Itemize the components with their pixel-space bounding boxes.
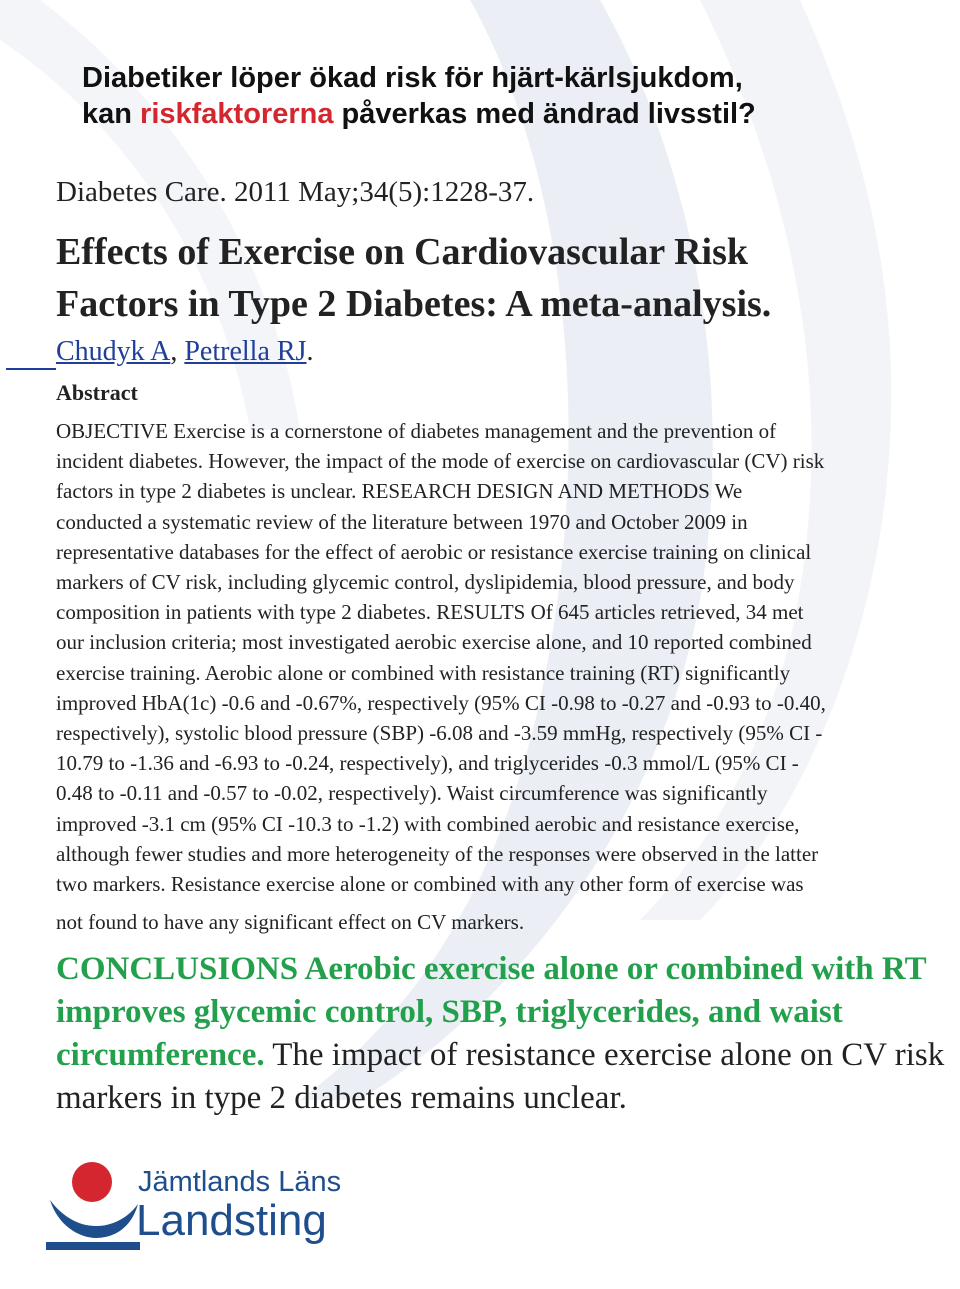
abstract-line: not found to have any significant effect on CV markers. (56, 910, 525, 935)
author-link-chudyk[interactable]: Chudyk A (56, 336, 171, 367)
abstract-line: OBJECTIVE Exercise is a cornerstone of diabetes management and the prevention of (56, 419, 777, 443)
abstract-line: representative databases for the effect of aerobic or resistance exercise training on clinical (56, 539, 812, 564)
headline-line-2 (82, 96, 942, 132)
abstract-line: exercise training. Aerobic alone or combined with resistance training (RT) significantly (56, 660, 791, 685)
abstract-line: although fewer studies and more heterogeneity of the responses were observed in the latter (56, 841, 819, 866)
abstract-heading: Abstract (56, 380, 138, 405)
logo-text-top: Jämtlands Läns (138, 1166, 342, 1198)
headline-line-1: Diabetiker löper ökad risk för hjärt-kärlsjukdom, (82, 62, 743, 94)
headline-highlight: riskfaktorerna (140, 98, 334, 130)
headline-line-2-post: påverkas med ändrad livsstil? (333, 98, 756, 130)
abstract-line: two markers. Resistance exercise alone or combined with any other form of exercise was (56, 872, 804, 897)
author-list (56, 336, 313, 368)
conclusion-rest: The impact of resistance exercise alone on CV risk markers in type 2 diabetes remains unclear. (56, 1037, 945, 1116)
abstract-line: composition in patients with type 2 diabetes. RESULTS Of 645 articles retrieved, 34 met (56, 600, 804, 625)
abstract-line: improved HbA(1c) -0.6 and -0.67%, respectively (95% CI -0.98 to -0.27 and -0.93 to -0.40, (56, 690, 826, 715)
abstract-line: improved -3.1 cm (95% CI -10.3 to -1.2) with combined aerobic and resistance exercise, (56, 811, 800, 836)
article-title-line-1: Effects of Exercise on Cardiovascular Risk (56, 231, 749, 273)
author-link-petrella[interactable]: Petrella RJ (184, 336, 307, 367)
author-separator: , (170, 336, 185, 367)
article-title (56, 226, 936, 330)
logo-text-bottom: Landsting (136, 1196, 327, 1245)
abstract-line: 10.79 to -1.36 and -6.93 to -0.24, respectively), and triglycerides -0.3 mmol/L (95% CI - (56, 751, 799, 776)
article-title-line-2: Factors in Type 2 Diabetes: A meta-analysis. (56, 283, 772, 325)
abstract-line: 0.48 to -0.11 and -0.57 to -0.02, respectively). Waist circumference was significantly (56, 781, 768, 806)
abstract-line: respectively), systolic blood pressure (SBP) -6.08 and -3.59 mmHg, respectively (95% CI - (56, 721, 823, 746)
abstract-line: factors in type 2 diabetes is unclear. RESEARCH DESIGN AND METHODS We (56, 479, 743, 504)
abstract-line: our inclusion criteria; most investigated aerobic exercise alone, and 10 reported combined (56, 630, 812, 655)
abstract-line: conducted a systematic review of the literature between 1970 and October 2009 in (56, 509, 748, 534)
author-underline-decoration (6, 368, 56, 370)
abstract-line: markers of CV risk, including glycemic control, dyslipidemia, blood pressure, and body (56, 570, 795, 595)
conclusion-paragraph (56, 948, 956, 1120)
author-list-end: . (306, 336, 314, 367)
abstract-line: incident diabetes. However, the impact of the mode of exercise on cardiovascular (CV) risk (56, 449, 825, 474)
headline-line-2-pre: kan (82, 98, 141, 130)
slide-headline (82, 60, 942, 132)
journal-citation: Diabetes Care. 2011 May;34(5):1228-37. (56, 176, 535, 208)
conclusion-highlight: CONCLUSIONS Aerobic exercise alone or combined with RT improves glycemic control, SBP, triglycerides, and waist circumference. (56, 951, 926, 1073)
abstract-body (56, 416, 951, 937)
